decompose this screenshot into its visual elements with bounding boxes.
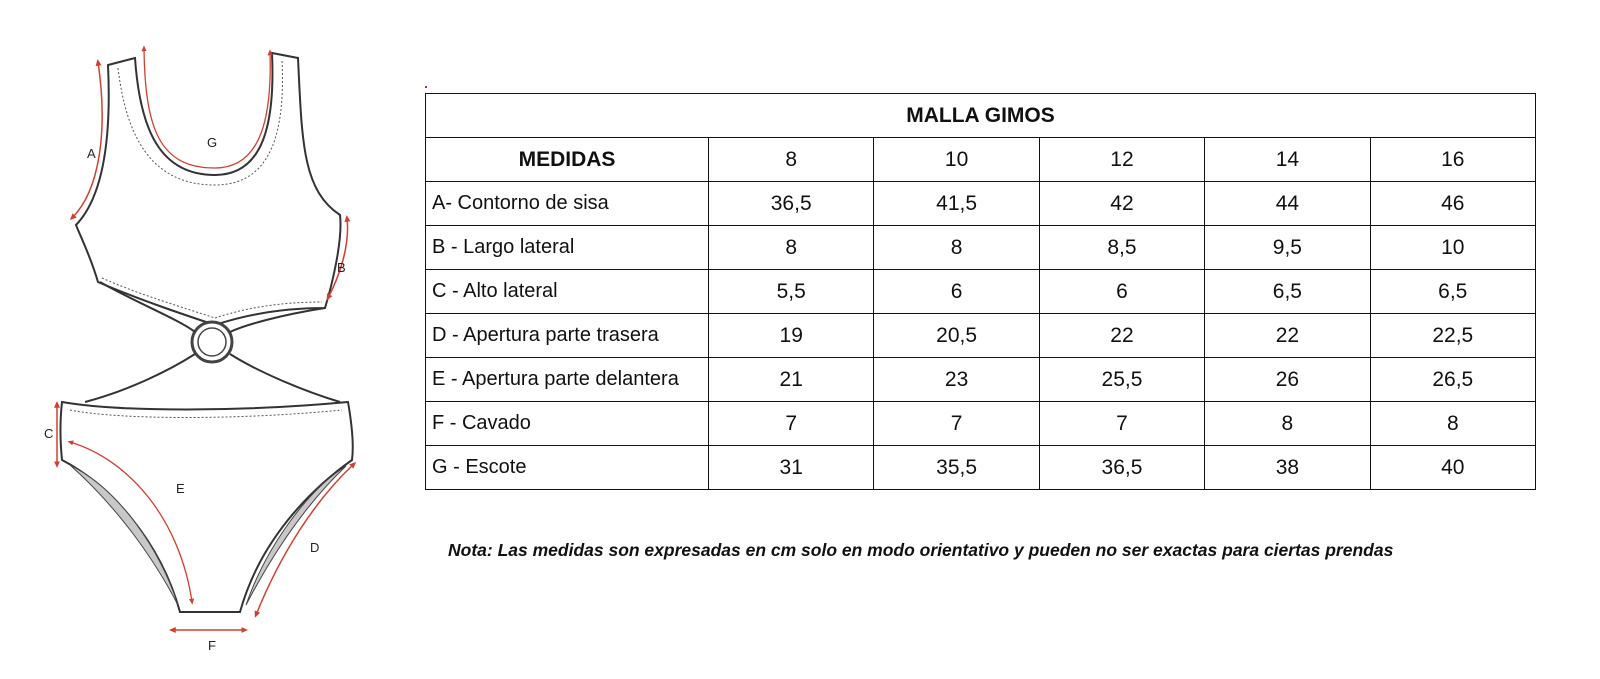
table-cell: 40 [1370, 446, 1535, 490]
size-chart-table [425, 93, 1536, 490]
lower-body-piece [61, 402, 353, 612]
table-row [426, 226, 1536, 270]
table-cell: 22 [1205, 314, 1370, 358]
label-f: F [208, 638, 216, 653]
measure-g [144, 48, 270, 168]
table-row [426, 358, 1536, 402]
label-b: B [337, 260, 346, 275]
table-cell: 21 [709, 358, 874, 402]
table-cell: 38 [1205, 446, 1370, 490]
table-cell: 25,5 [1039, 358, 1204, 402]
size-header: 12 [1039, 138, 1204, 182]
row-label: D - Apertura parte trasera [426, 314, 709, 358]
table-cell: 8 [1370, 402, 1535, 446]
label-d: D [310, 540, 320, 555]
table-row [426, 402, 1536, 446]
size-header: 8 [709, 138, 874, 182]
stray-mark [425, 86, 427, 88]
swimsuit-diagram [40, 40, 380, 670]
upper-body-piece [76, 53, 341, 325]
table-cell: 22,5 [1370, 314, 1535, 358]
table-cell: 7 [1039, 402, 1204, 446]
table-cell: 42 [1039, 182, 1204, 226]
label-a: A [87, 146, 96, 161]
row-label: G - Escote [426, 446, 709, 490]
table-cell: 41,5 [874, 182, 1039, 226]
table-title: MALLA GIMOS [426, 94, 1536, 138]
table-cell: 8,5 [1039, 226, 1204, 270]
table-cell: 23 [874, 358, 1039, 402]
table-cell: 19 [709, 314, 874, 358]
table-row [426, 446, 1536, 490]
measurement-note: Nota: Las medidas son expresadas en cm solo en modo orientativo y pueden no ser exactas para ciertas prendas [448, 540, 1394, 560]
table-cell: 26,5 [1370, 358, 1535, 402]
row-label: B - Largo lateral [426, 226, 709, 270]
table-cell: 5,5 [709, 270, 874, 314]
table-cell: 7 [709, 402, 874, 446]
table-cell: 8 [709, 226, 874, 270]
row-label: C - Alto lateral [426, 270, 709, 314]
header-label: MEDIDAS [426, 138, 709, 182]
table-cell: 26 [1205, 358, 1370, 402]
table-cell: 6,5 [1205, 270, 1370, 314]
table-cell: 36,5 [709, 182, 874, 226]
table-row [426, 270, 1536, 314]
table-cell: 10 [1370, 226, 1535, 270]
table-header-row [426, 138, 1536, 182]
label-e: E [176, 481, 185, 496]
label-g: G [207, 135, 218, 150]
table-cell: 44 [1205, 182, 1370, 226]
table-cell: 35,5 [874, 446, 1039, 490]
table-cell: 22 [1039, 314, 1204, 358]
table-cell: 36,5 [1039, 446, 1204, 490]
table-cell: 31 [709, 446, 874, 490]
row-label: A- Contorno de sisa [426, 182, 709, 226]
table-title-row [426, 94, 1536, 138]
table-cell: 6,5 [1370, 270, 1535, 314]
label-c: C [44, 426, 54, 441]
table-row [426, 182, 1536, 226]
table-row [426, 314, 1536, 358]
row-label: E - Apertura parte delantera [426, 358, 709, 402]
table-cell: 6 [1039, 270, 1204, 314]
ring-connector [192, 322, 232, 362]
row-label: F - Cavado [426, 402, 709, 446]
table-cell: 20,5 [874, 314, 1039, 358]
table-cell: 8 [1205, 402, 1370, 446]
table-cell: 46 [1370, 182, 1535, 226]
size-header: 10 [874, 138, 1039, 182]
table-cell: 6 [874, 270, 1039, 314]
size-header: 14 [1205, 138, 1370, 182]
size-header: 16 [1370, 138, 1535, 182]
table-cell: 9,5 [1205, 226, 1370, 270]
table-cell: 8 [874, 226, 1039, 270]
table-cell: 7 [874, 402, 1039, 446]
